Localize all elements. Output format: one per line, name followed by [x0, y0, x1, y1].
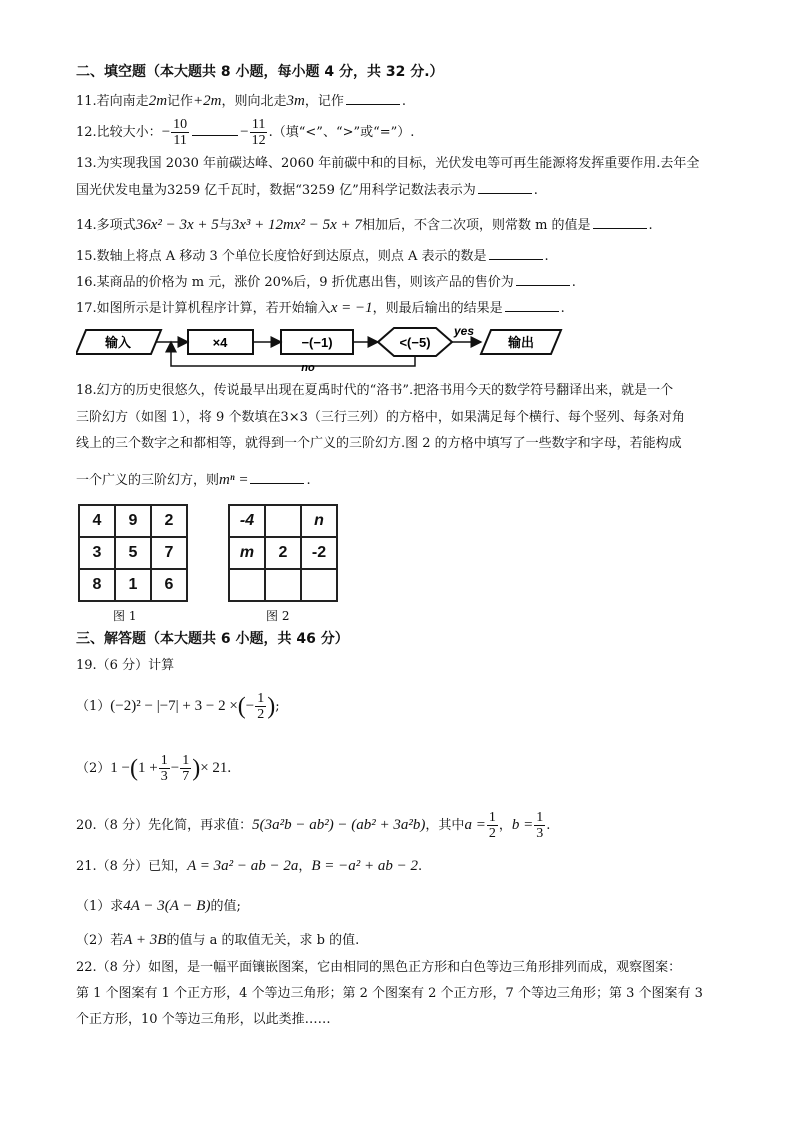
magic-square-figure-2: -4 n m 2 -2 — [228, 504, 338, 602]
multiply-label: ×4 — [212, 335, 228, 350]
question-22-line-3: 个正方形，10 个等边三角形，以此类推…… — [76, 1012, 331, 1027]
answer-blank — [192, 123, 238, 136]
section-title-fill-in: 二、填空题（本大题共 8 小题，每小题 4 分，共 32 分.） — [76, 64, 444, 80]
fraction-11-12: $\frac{11}{12}$ — [251, 117, 266, 148]
question-18-line-1: 18.幻方的历史很悠久，传说最早出现在夏禹时代的“洛书”.把洛书用今天的数学符号翻译出来，就是一个 — [76, 383, 674, 398]
question-22-line-1: 22.（8 分）如图，是一幅平面镶嵌图案，它由相同的黑色正方形和白色等边三角形排列而成，观察图案： — [76, 960, 682, 975]
figure-2-caption: 图 2 — [266, 609, 290, 623]
question-13-line-1: 13.为实现我国 2030 年前碳达峰、2060 年前碳中和的目标，光伏发电等可再生能源将发挥重要作用.去年全 — [76, 156, 700, 171]
magic-square-figure-1: 4 9 2 3 5 7 8 1 6 — [78, 504, 188, 602]
condition-label: <(−5) — [399, 335, 431, 350]
section-title-answer: 三、解答题（本大题共 6 小题，共 46 分） — [76, 631, 349, 647]
output-label: 输出 — [507, 335, 535, 350]
question-19-part-1: （1）(−2)² − |−7| + 3 − 2 ×(− $\frac{1}{2}$ ); — [76, 691, 280, 722]
question-20: 20.（8 分）先化简，再求值：5(3a²b − ab²) − (ab² + 3a²b)，其中a = $\frac{1}{2}$ ，b = $\frac{1}{3}$ . — [76, 810, 551, 841]
answer-blank — [346, 92, 400, 105]
question-18-line-4: 一个广义的三阶幻方，则mⁿ = . — [76, 472, 311, 488]
question-15: 15.数轴上将点 A 移动 3 个单位长度恰好到达原点，则点 A 表示的数是 . — [76, 249, 549, 264]
yes-label: yes — [454, 324, 475, 338]
question-22-line-2: 第 1 个图案有 1 个正方形，4 个等边三角形；第 2 个图案有 2 个正方形，7 个等边三角形；第 3 个图案有 3 — [76, 986, 703, 1001]
question-19-part-2: （2）1 −(1 + $\frac{1}{3}$ − $\frac{1}{7}$ )× 21. — [76, 753, 232, 784]
question-12: 12.比较大小：− $\frac{10}{11}$ − $\frac{11}{12}$ .（填“<”、“>”或“=”）. — [76, 117, 415, 148]
question-13-line-2: 国光伏发电量为3259 亿千瓦时，数据“3259 亿”用科学记数法表示为 . — [76, 183, 538, 198]
no-label: no — [301, 362, 315, 372]
program-flowchart — [76, 324, 566, 372]
question-21-part-1: （1）求4A − 3(A − B)的值; — [76, 898, 241, 914]
question-19-head: 19.（6 分）计算 — [76, 658, 175, 673]
question-21: 21.（8 分）已知，A = 3a² − ab − 2a，B = −a² + ab − 2. — [76, 858, 423, 874]
question-11: 11.若向南走2m记作+2m，则向北走3m，记作 . — [76, 93, 407, 109]
fraction-10-11: $\frac{10}{11}$ — [173, 117, 188, 148]
question-21-part-2: （2）若A + 3B的值与 a 的取值无关，求 b 的值. — [76, 932, 360, 948]
question-17: 17.如图所示是计算机程序计算，若开始输入x = −1，则最后输出的结果是 . — [76, 300, 565, 316]
question-18-line-3: 线上的三个数字之和都相等，就得到一个广义的三阶幻方.图 2 的方格中填写了一些数字和字母，若能构成 — [76, 436, 682, 451]
input-label: 输入 — [104, 335, 132, 350]
subtract-label: −(−1) — [301, 335, 333, 350]
question-14: 14.多项式36x² − 3x + 5与3x³ + 12mx² − 5x + 7相加后，不含二次项，则常数 m 的值是 . — [76, 217, 653, 233]
question-18-line-2: 三阶幻方（如图 1），将 9 个数填在3×3（三行三列）的方格中，如果满足每个横行、每个竖列、每条对角 — [76, 410, 685, 425]
question-16: 16.某商品的价格为 m 元，涨价 20%后，9 折优惠出售，则该产品的售价为 . — [76, 275, 576, 290]
figure-1-caption: 图 1 — [113, 609, 137, 623]
